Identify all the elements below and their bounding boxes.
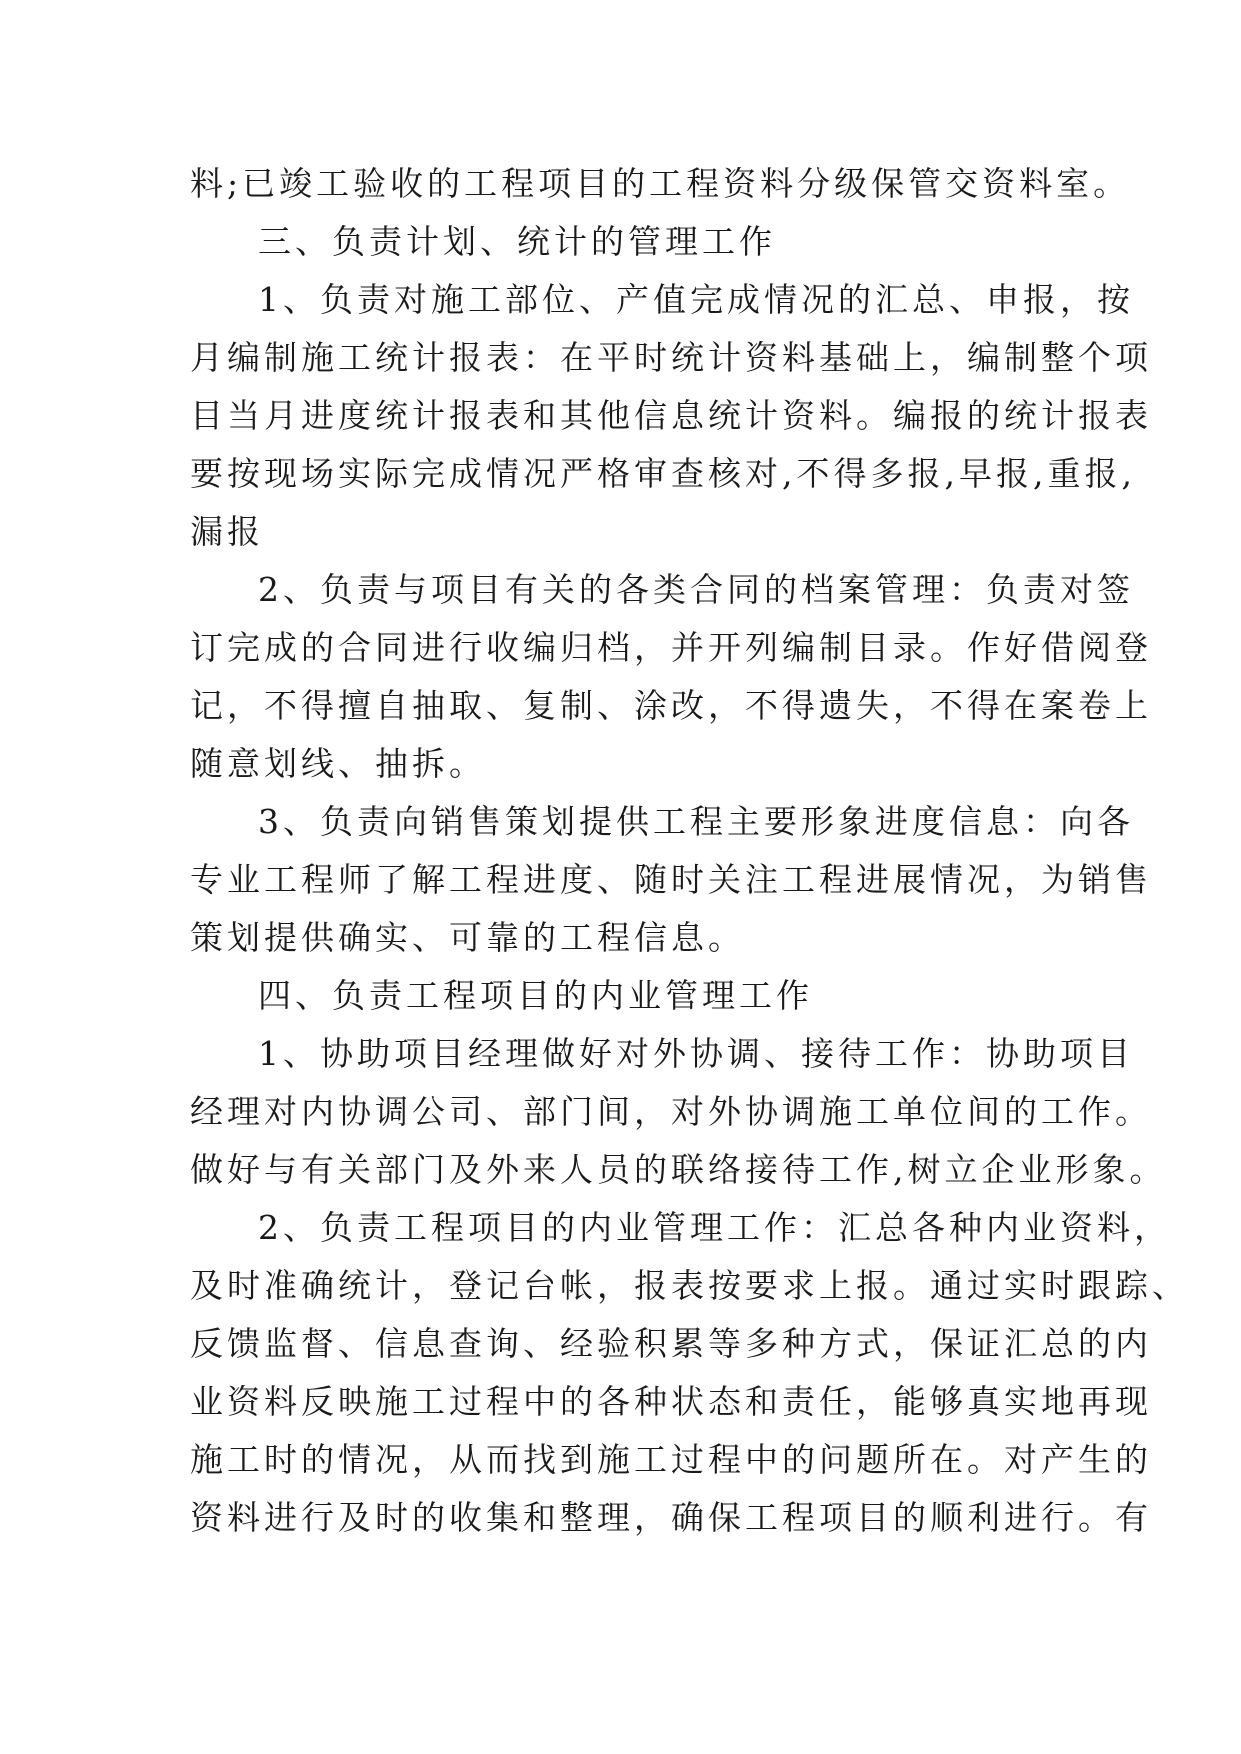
text-line: 策划提供确实、可靠的工程信息。	[190, 918, 745, 957]
text-line: 目当月进度统计报表和其他信息统计资料。编报的统计报表	[190, 396, 1152, 435]
section-heading: 四、负责工程项目的内业管理工作	[258, 976, 813, 1015]
text-line: 做好与有关部门及外来人员的联络接待工作,树立企业形象。	[190, 1150, 1167, 1189]
text-line: 记，不得擅自抽取、复制、涂改，不得遗失，不得在案卷上	[190, 686, 1152, 725]
text-line: 料;已竣工验收的工程项目的工程资料分级保管交资料室。	[190, 164, 1131, 203]
text-line: 业资料反映施工过程中的各种状态和责任，能够真实地再现	[190, 1382, 1152, 1421]
text-line: 反馈监督、信息查询、经验积累等多种方式，保证汇总的内	[190, 1324, 1152, 1363]
text-line: 1、负责对施工部位、产值完成情况的汇总、申报，按	[258, 280, 1134, 319]
document-body	[190, 155, 1189, 1547]
text-line: 专业工程师了解工程进度、随时关注工程进展情况，为销售	[190, 860, 1152, 899]
text-line: 2、负责与项目有关的各类合同的档案管理：负责对签	[258, 570, 1134, 609]
text-line: 月编制施工统计报表：在平时统计资料基础上，编制整个项	[190, 338, 1152, 377]
text-line: 资料进行及时的收集和整理，确保工程项目的顺利进行。有	[190, 1498, 1152, 1537]
text-line: 1、协助项目经理做好对外协调、接待工作：协助项目	[258, 1034, 1134, 1073]
text-line: 施工时的情况，从而找到施工过程中的问题所在。对产生的	[190, 1440, 1152, 1479]
text-line: 及时准确统计，登记台帐，报表按要求上报。通过实时跟踪、	[190, 1266, 1189, 1305]
text-line: 经理对内协调公司、部门间，对外协调施工单位间的工作。	[190, 1092, 1152, 1131]
text-line: 随意划线、抽拆。	[190, 744, 486, 783]
text-line: 要按现场实际完成情况严格审查核对,不得多报,早报,重报,	[190, 454, 1136, 493]
text-line: 订完成的合同进行收编归档，并开列编制目录。作好借阅登	[190, 628, 1152, 667]
section-heading: 三、负责计划、统计的管理工作	[258, 222, 776, 261]
text-line: 漏报	[190, 512, 264, 551]
text-line: 3、负责向销售策划提供工程主要形象进度信息：向各	[258, 802, 1134, 841]
text-line: 2、负责工程项目的内业管理工作：汇总各种内业资料，	[258, 1208, 1171, 1247]
